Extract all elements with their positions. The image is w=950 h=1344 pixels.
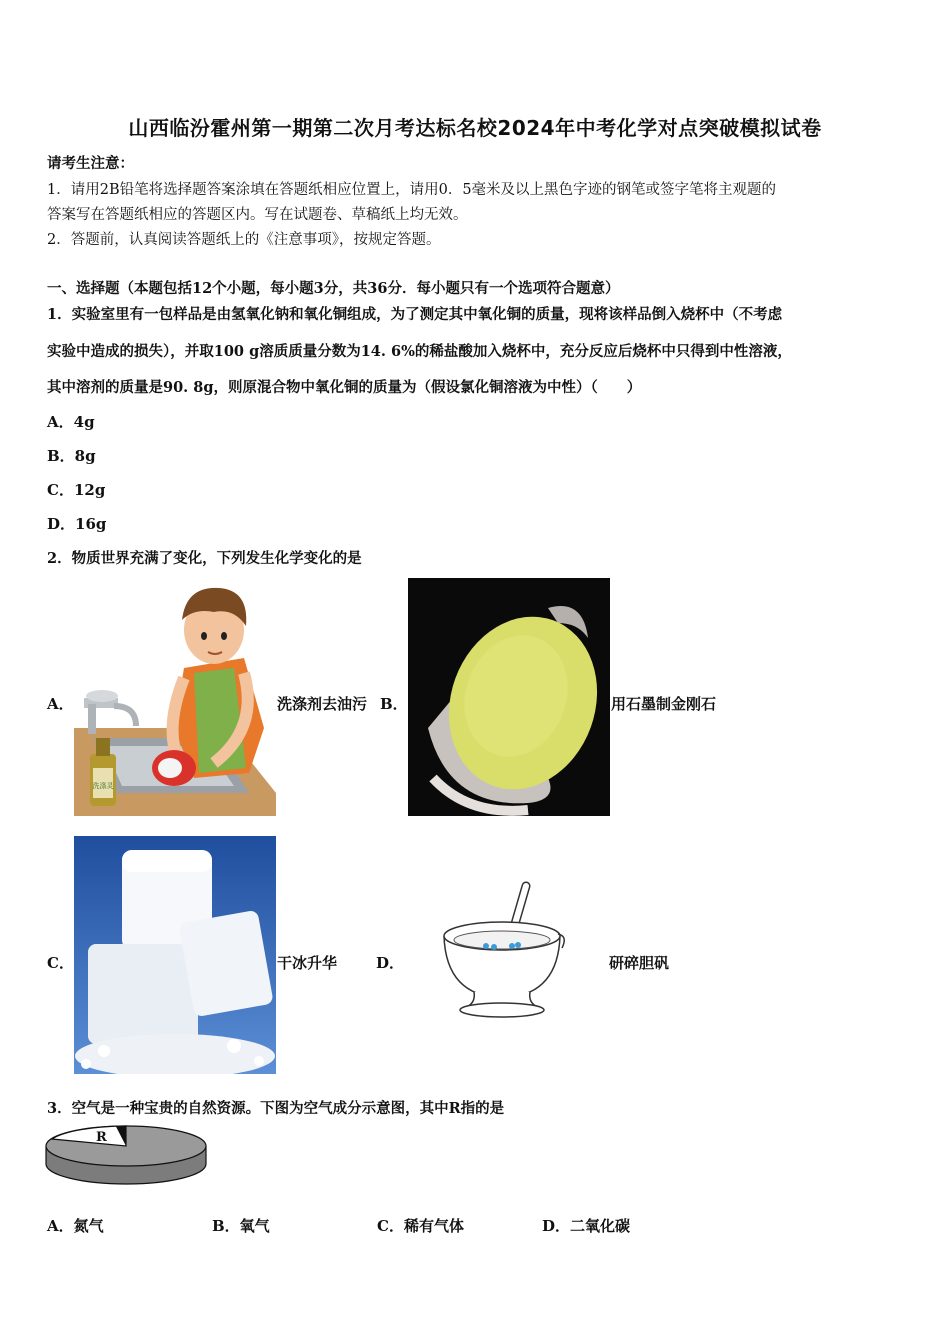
notice-line-2: 2．答题前，认真阅读答题纸上的《注意事项》，按规定答题。 xyxy=(47,232,441,248)
q3-option-a[interactable]: A．氮气 xyxy=(47,1217,104,1235)
q2-option-b-text: 用石墨制金刚石 xyxy=(611,695,717,713)
q3-option-d[interactable]: D．二氧化碳 xyxy=(542,1217,631,1235)
dry-ice-photo xyxy=(74,836,276,1074)
q3-option-c[interactable]: C．稀有气体 xyxy=(377,1217,464,1235)
q2-option-d-text: 研碎胆矾 xyxy=(609,954,670,972)
q1-line-3: 其中溶剂的质量是90. 8g，则原混合物中氧化铜的质量为（假设氯化铜溶液为中性）（ ） xyxy=(47,379,642,396)
dishwashing-boy-illustration xyxy=(74,578,276,816)
q1-option-a[interactable]: A．4g xyxy=(47,413,95,431)
notice-line-1: 1．请用2B铅笔将选择题答案涂填在答题纸相应位置上，请用0．5毫米及以上黑色字迹的钢笔或签字笔将主观题的 xyxy=(47,182,777,198)
q2-option-b-label[interactable]: B． xyxy=(380,695,408,713)
q1-option-c[interactable]: C．12g xyxy=(47,481,106,499)
air-composition-pie-chart xyxy=(44,1124,208,1188)
stone-in-hand-photo xyxy=(408,578,610,816)
q2-option-c-label[interactable]: C． xyxy=(47,954,74,972)
q2-option-a-text: 洗涤剂去油污 xyxy=(277,695,368,713)
q2-option-d-label[interactable]: D． xyxy=(376,954,405,972)
q1-line-1: 1．实验室里有一包样品是由氢氧化钠和氧化铜组成，为了测定其中氧化铜的质量，现将该样品倒入烧杯中（不考虑 xyxy=(47,306,783,323)
q1-line-2: 实验中造成的损失），并取100 g溶质质量分数为14. 6%的稀盐酸加入烧杯中，充分反应后烧杯中只得到中性溶液， xyxy=(47,343,792,360)
notice-line-1b: 答案写在答题纸相应的答题区内。写在试题卷、草稿纸上均无效。 xyxy=(47,207,468,223)
q3-stem: 3．空气是一种宝贵的自然资源。下图为空气成分示意图，其中R指的是 xyxy=(47,1100,505,1117)
pie-label-r: R xyxy=(96,1130,107,1145)
bottle-label: 洗涤灵 xyxy=(92,782,114,790)
page-title: 山西临汾霍州第一期第二次月考达标名校2024年中考化学对点突破模拟试卷 xyxy=(128,116,822,140)
q1-option-d[interactable]: D．16g xyxy=(47,515,107,533)
q2-option-a-label[interactable]: A． xyxy=(47,695,74,713)
q2-stem: 2．物质世界充满了变化，下列发生化学变化的是 xyxy=(47,550,362,567)
q3-option-b[interactable]: B．氧气 xyxy=(212,1217,270,1235)
section-heading: 一、选择题（本题包括12个小题，每小题3分，共36分．每小题只有一个选项符合题意） xyxy=(47,280,620,297)
q2-option-c-text: 干冰升华 xyxy=(277,954,338,972)
q1-option-b[interactable]: B．8g xyxy=(47,447,96,465)
notice-heading: 请考生注意： xyxy=(47,155,134,172)
mortar-and-pestle-drawing xyxy=(436,876,570,1024)
